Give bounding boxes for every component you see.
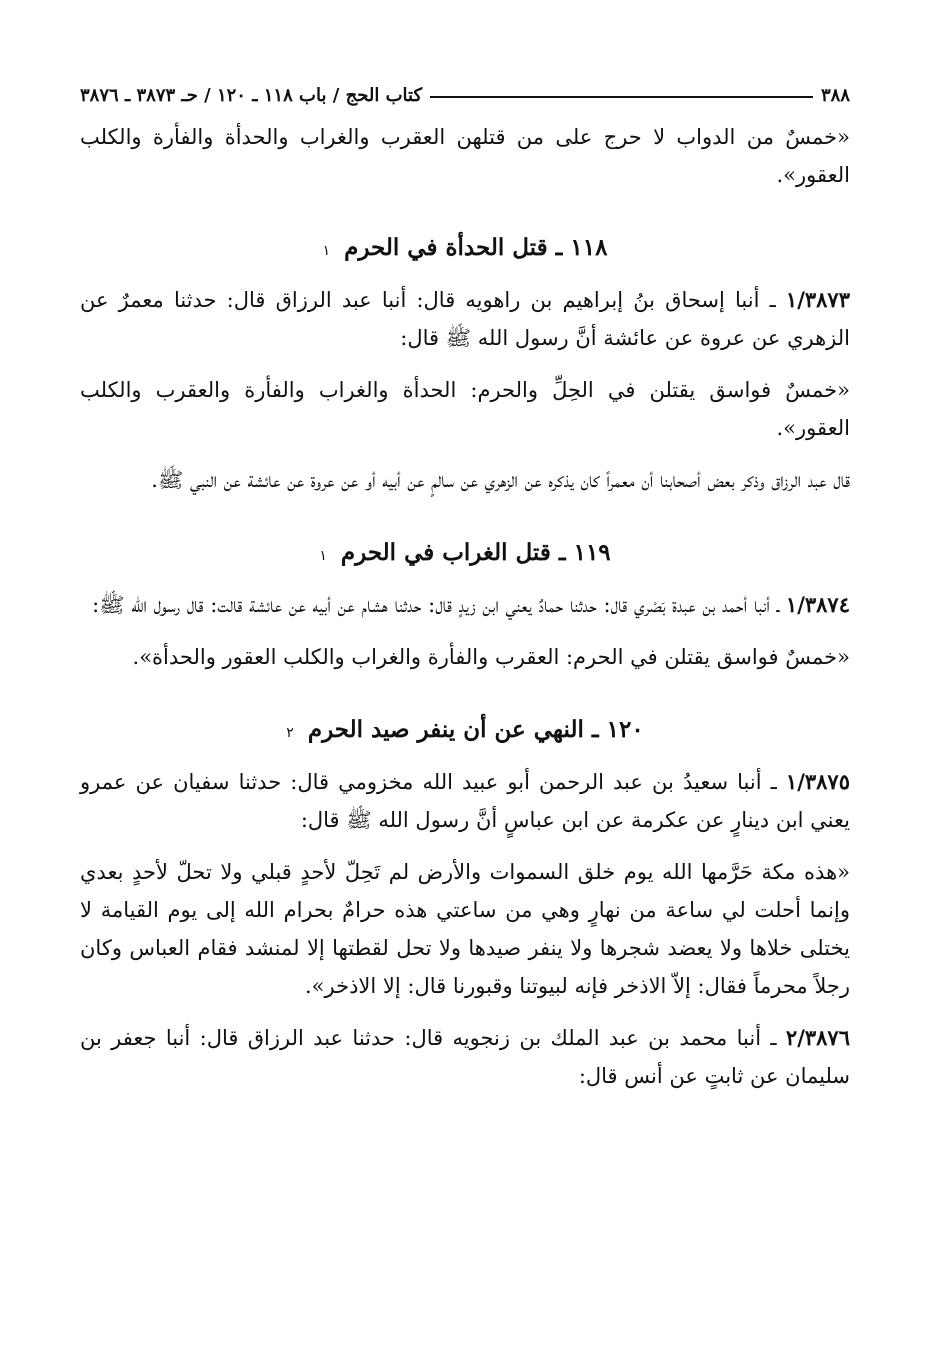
section-heading bbox=[80, 533, 850, 576]
book-page bbox=[80, 78, 850, 1095]
header-reference: كتاب الحج / باب ١١٨ ـ ١٢٠ / حـ ٣٨٧٣ ـ ٣٨٧٦ bbox=[80, 84, 423, 106]
hadith-matn: «هذه مكة حَرَّمها الله يوم خلق السموات والأرض لم تَحِلّ لأحدٍ قبلي ولا تحلّ لأحدٍ بعدي وإنما أحلت لي ساعة من نهارٍ وهي من ساعتي هذه حرامٌ بحرام الله إلى يوم القيامة لا يختلى خلاها ولا يعضد شجرها ولا ينفر صيدها ولا تحل لقطتها إلا لمنشد فقام العباس وكان رجلاً محرماً فقال: إلاّ الاذخر فإنه لبيوتنا وقبورنا قال: إلا الاذخر». bbox=[80, 860, 850, 998]
running-header bbox=[80, 78, 850, 112]
section-heading bbox=[80, 228, 850, 271]
footnote-marker: ٢ bbox=[286, 725, 294, 741]
footnote-marker: ١ bbox=[319, 548, 327, 564]
isnad-text: ـ أنبا إسحاق بنُ إبراهيم بن راهويه قال: أنبا عبد الرزاق قال: حدثنا معمرٌ عن الزهري عن عروة عن عائشة أنَّ رسول الله ﷺ قال: bbox=[80, 288, 850, 350]
hadith-isnad bbox=[80, 586, 850, 624]
isnad-text: ـ أنبا محمد بن عبد الملك بن زنجويه قال: حدثنا عبد الرزاق قال: أنبا جعفر بن سليمان عن ثابتٍ عن أنس قال: bbox=[80, 1026, 850, 1088]
isnad-text: ـ أنبا أحمد بن عبدة بَصْري قال: حدثنا حمادٌ يعني ابن زيدٍ قال: حدثنا هشام عن أبيه عن عائشة قالت: قال رسول الله ﷺ: bbox=[92, 593, 780, 617]
hadith-number: ١/٣٨٧٣ bbox=[785, 287, 850, 312]
hadith-matn: «خمسٌ فواسق يقتلن في الحِلِّ والحرم: الحدأة والغراب والفأرة والعقرب والكلب العقور». bbox=[80, 378, 850, 440]
hadith-isnad bbox=[80, 763, 850, 839]
section-title: ١١٨ ـ قتل الحدأة في الحرم bbox=[344, 234, 608, 261]
hadith-number: ١/٣٨٧٥ bbox=[785, 769, 850, 794]
intro-matn: «خمسٌ من الدواب لا حرج على من قتلهن العقرب والغراب والحدأة والفأرة والكلب العقور». bbox=[80, 125, 850, 187]
page-number: ٣٨٨ bbox=[820, 84, 850, 106]
section-title: ١١٩ ـ قتل الغراب في الحرم bbox=[340, 539, 611, 566]
footnote-marker: ١ bbox=[322, 243, 331, 259]
header-rule bbox=[430, 96, 813, 98]
hadith-matn: «خمسٌ فواسق يقتلن في الحرم: العقرب والفأرة والغراب والكلب العقور والحدأة». bbox=[132, 645, 850, 669]
hadith-number: ١/٣٨٧٤ bbox=[785, 592, 850, 617]
hadith-isnad bbox=[80, 1019, 850, 1095]
hadith-number: ٢/٣٨٧٦ bbox=[785, 1025, 850, 1050]
section-title: ١٢٠ ـ النهي عن أن ينفر صيد الحرم bbox=[307, 716, 644, 743]
isnad-text: ـ أنبا سعيدُ بن عبد الرحمن أبو عبيد الله مخزومي قال: حدثنا سفيان عن عمرو يعني ابن دينارٍ عن عكرمة عن ابن عباسٍ أنَّ رسول الله ﷺ قال: bbox=[80, 770, 850, 832]
section-heading bbox=[80, 710, 850, 753]
hadith-note: قال عبد الرزاق وذكر بعض أصحابنا أن معمراً كان يذكره عن الزهري عن سالمٍ عن أبيه أو عن عروة عن عائشة عن النبي ﷺ. bbox=[151, 468, 850, 492]
hadith-isnad bbox=[80, 281, 850, 357]
